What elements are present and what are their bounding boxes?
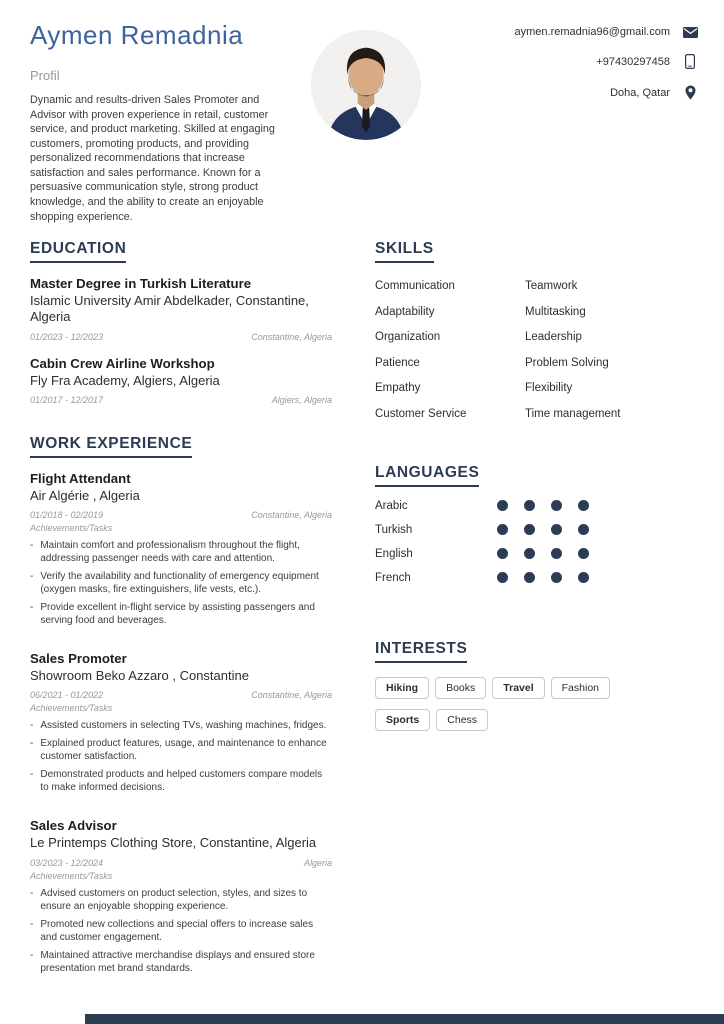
task-bullet [30, 737, 332, 763]
language-row [375, 500, 667, 512]
interests-section [375, 640, 667, 731]
task-list [30, 539, 332, 627]
company-name: Air Algérie , Algeria [30, 487, 140, 503]
task-text: - Explained product features, usage, and maintenance to enhance customer satisfaction. [40, 738, 327, 763]
phone-text: +97430297458 [596, 55, 670, 68]
task-text: - Maintain comfort and professionalism throughout the flight, addressing passenger needs with care and attention. [40, 540, 300, 564]
task-bullet [30, 601, 332, 627]
task-list [30, 719, 332, 794]
email-icon [682, 27, 698, 38]
language-list [375, 500, 667, 584]
work-experience-heading: WORK EXPERIENCE [30, 435, 192, 458]
task-text: - Assisted customers in selecting TVs, washing machines, fridges. [40, 720, 327, 732]
work-item [30, 818, 332, 974]
language-name: Arabic [375, 499, 408, 512]
contact-phone-row [596, 54, 698, 69]
skills-grid [375, 280, 667, 420]
language-level-dots [497, 500, 589, 511]
task-text: - Provide excellent in-flight service by assisting passengers and serving food and beverages. [40, 602, 315, 626]
job-title: Sales Advisor [30, 818, 117, 834]
date-range: 03/2023 - 12/2024 [30, 857, 104, 868]
task-bullet [30, 949, 332, 975]
task-bullet [30, 570, 332, 596]
education-meta [30, 332, 332, 342]
education-location: Algiers, Algeria [271, 394, 332, 405]
interest-pill: Fashion [551, 677, 610, 699]
language-level-dots [497, 524, 589, 535]
job-location: Constantine, Algeria [251, 690, 332, 701]
task-bullet [30, 719, 332, 732]
achievements-label: Achievements/Tasks [30, 703, 113, 714]
location-pin-icon [682, 85, 698, 100]
language-row [375, 524, 667, 536]
skills-heading: SKILLS [375, 240, 434, 263]
education-item [30, 356, 332, 405]
work-item [30, 651, 332, 794]
languages-section [375, 464, 667, 584]
skill-item: Multitasking [525, 305, 586, 318]
contact-email-row[interactable] [515, 26, 698, 38]
education-heading: EDUCATION [30, 240, 126, 263]
interest-pill: Sports [375, 709, 430, 731]
date-range: 06/2021 - 01/2022 [30, 690, 104, 701]
skill-item: Adaptability [375, 305, 435, 318]
education-item [30, 276, 332, 342]
date-range: 01/2023 - 12/2023 [30, 331, 104, 342]
skill-item: Patience [375, 356, 420, 369]
task-text: - Demonstrated products and helped customers compare models to make informed decisions. [40, 769, 323, 794]
degree-title: Cabin Crew Airline Workshop [30, 355, 215, 371]
profile-summary: Dynamic and results-driven Sales Promoter and Advisor with proven experience in retail, customer service, and product marketing. Skilled at engaging customers, promoting products, and providing personalized recommendations that increase satisfaction and sales performance. Known for a persuasive communication style, strong product knowledge, and the ability to create an enjoyable shopping experience. [30, 94, 275, 223]
education-meta [30, 395, 332, 405]
contact-location-row [610, 85, 698, 100]
task-bullet [30, 539, 332, 565]
skill-item: Time management [525, 407, 621, 420]
job-title: Flight Attendant [30, 470, 131, 486]
language-level-dots [497, 572, 589, 583]
skill-item: Organization [375, 331, 441, 343]
footer-bar [85, 1014, 724, 1024]
skill-item: Communication [375, 280, 455, 292]
education-location: Constantine, Algeria [251, 331, 332, 342]
task-text: - Promoted new collections and special offers to increase sales and customer engagement. [40, 918, 314, 943]
company-name: Le Printemps Clothing Store, Constantine, Algeria [30, 835, 317, 851]
school-name: Islamic University Amir Abdelkader, Constantine, Algeria [30, 293, 309, 325]
task-bullet [30, 887, 332, 913]
task-list [30, 887, 332, 975]
language-row [375, 572, 667, 584]
company-name: Showroom Beko Azzaro , Constantine [30, 668, 249, 683]
task-text: - Advised customers on product selection, styles, and sizes to ensure an enjoyable shopping experience. [40, 887, 308, 912]
interest-pill: Books [435, 677, 486, 699]
education-section [30, 240, 332, 405]
skill-item: Leadership [525, 331, 582, 343]
interest-pill: Hiking [375, 677, 429, 699]
job-meta [30, 690, 332, 700]
achievements-label: Achievements/Tasks [30, 870, 113, 881]
left-column [30, 240, 332, 980]
degree-title: Master Degree in Turkish Literature [30, 276, 252, 291]
languages-heading: LANGUAGES [375, 464, 479, 487]
interests-heading: INTERESTS [375, 640, 467, 663]
task-text: - Maintained attractive merchandise displays and ensured store presentation met brand standards. [40, 949, 315, 974]
language-row [375, 548, 667, 560]
work-experience-section [30, 435, 332, 975]
skill-item: Customer Service [375, 407, 467, 420]
contact-block [515, 26, 698, 100]
language-name: English [375, 547, 413, 560]
achievements-label: Achievements/Tasks [30, 523, 113, 533]
skill-item: Problem Solving [525, 356, 609, 369]
skills-section [375, 240, 667, 420]
avatar [311, 30, 421, 140]
language-level-dots [497, 548, 589, 559]
task-bullet [30, 768, 332, 794]
date-range: 01/2018 - 02/2019 [30, 510, 104, 520]
email-text[interactable]: aymen.remadnia96@gmail.com [514, 26, 670, 38]
skill-item: Empathy [375, 382, 421, 394]
location-text: Doha, Qatar [610, 86, 670, 99]
work-item [30, 471, 332, 627]
job-meta [30, 858, 332, 868]
job-title: Sales Promoter [30, 651, 127, 666]
interest-pill: Travel [492, 677, 544, 699]
skill-item: Teamwork [525, 280, 578, 292]
language-name: Turkish [375, 523, 413, 536]
interest-pill: Chess [436, 709, 488, 731]
job-location: Algeria [303, 857, 332, 868]
date-range: 01/2017 - 12/2017 [30, 394, 104, 405]
profile-photo [311, 30, 421, 140]
person-name: Aymen Remadnia [30, 20, 244, 50]
interest-pills [375, 677, 667, 731]
school-name: Fly Fra Academy, Algiers, Algeria [30, 372, 220, 388]
profile-section-label: Profil [30, 68, 60, 83]
task-bullet [30, 918, 332, 944]
task-text: - Verify the availability and functionality of emergency equipment (oxygen masks, fire extinguishers, life vests, etc.). [40, 571, 319, 595]
skill-item: Flexibility [525, 382, 573, 394]
language-name: French [375, 571, 411, 584]
right-column [375, 240, 667, 731]
phone-icon [682, 54, 698, 69]
job-meta [30, 510, 332, 520]
job-location: Constantine, Algeria [251, 510, 332, 520]
